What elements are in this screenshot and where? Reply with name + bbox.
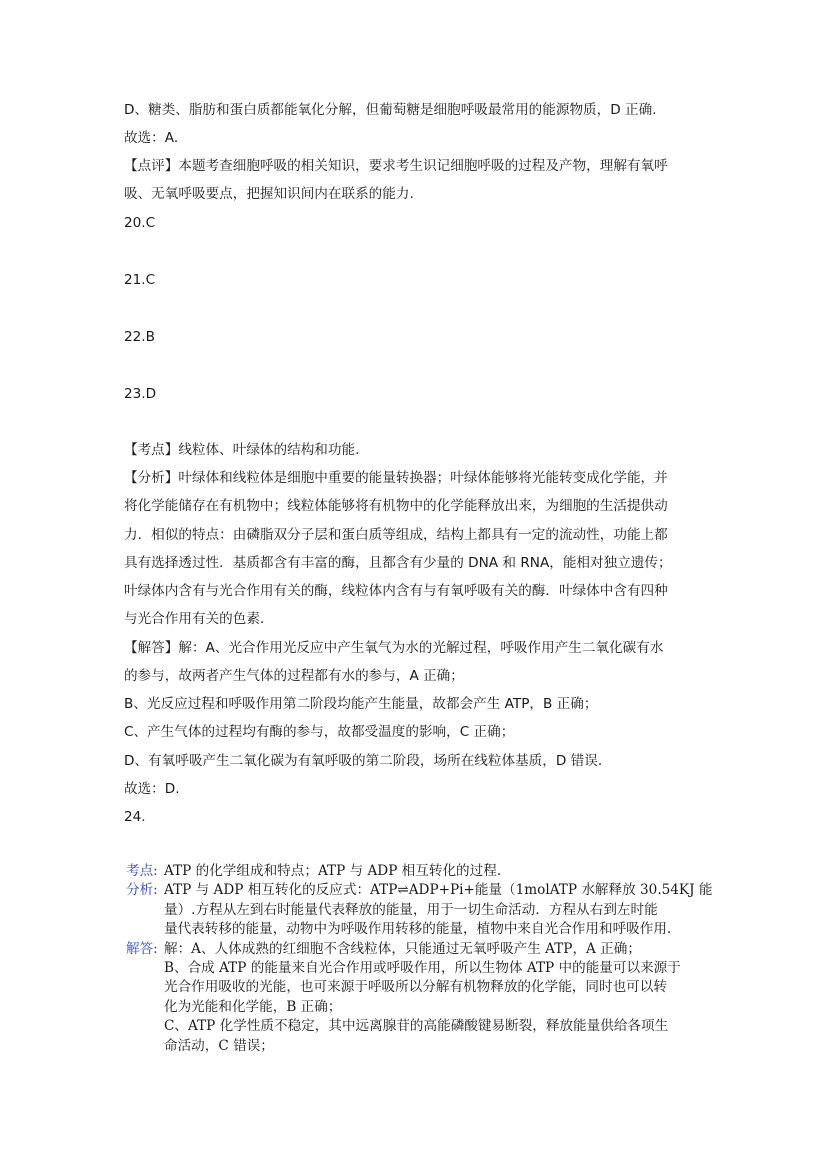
q24-jieda-4: 化为光能和化学能，B 正确；: [164, 998, 342, 1015]
q24-kaodian-label: 考点:: [126, 863, 158, 879]
q23-jieda-3: B、光反应过程和呼吸作用第二阶段均能产生能量，故都会产生 ATP，B 正确；: [124, 696, 598, 712]
q23-jieda-5: D、有氧呼吸产生二氧化碳为有氧呼吸的第二阶段，场所在线粒体基质，D 错误.: [124, 753, 603, 769]
answer-21: 21.C: [124, 272, 156, 288]
q24-fenxi-3: 量代表转移的能量，动物中为呼吸作用转移的能量，植物中来自光合作用和呼吸作用.: [164, 921, 672, 938]
q24-jieda-label: 解答:: [126, 940, 158, 957]
answer-choice-line: 故选：A.: [124, 130, 179, 146]
comment-line-1: 【点评】本题考查细胞呼吸的相关知识，要求考生识记细胞呼吸的过程及产物，理解有氧呼: [124, 158, 668, 174]
q23-fenxi-3: 力．相似的特点：由磷脂双分子层和蛋白质等组成，结构上都具有一定的流动性，功能上都: [124, 527, 668, 543]
q24-fenxi-label: 分析:: [126, 882, 158, 899]
q23-jieda-4: C、产生气体的过程均有酶的参与，故都受温度的影响，C 正确；: [124, 724, 515, 740]
q23-fenxi-2: 将化学能储存在有机物中；线粒体能够将有机物中的化学能释放出来，为细胞的生活提供动: [124, 498, 668, 514]
q24-jieda-6: 命活动，C 错误；: [164, 1037, 274, 1054]
q23-kaodian: 【考点】线粒体、叶绿体的结构和功能.: [124, 442, 360, 458]
q23-jieda-2: 的参与，故两者产生气体的过程都有水的参与，A 正确；: [124, 668, 464, 684]
q24-kaodian-text: ATP 的化学组成和特点；ATP 与 ADP 相互转化的过程.: [164, 863, 502, 879]
q24-fenxi-1: ATP 与 ADP 相互转化的反应式：ATP⇌ADP+Pi+能量（1molATP 水解释放 30.54KJ 能: [164, 882, 713, 899]
q24-jieda-1: 解：A、人体成熟的红细胞不含线粒体，只能通过无氧呼吸产生 ATP，A 正确；: [164, 940, 641, 957]
comment-line-2: 吸、无氧呼吸要点，把握知识间内在联系的能力.: [124, 186, 414, 202]
q24-explain-block: [126, 862, 726, 1062]
q23-fenxi-1: 【分析】叶绿体和线粒体是细胞中重要的能量转换器；叶绿体能够将光能转变成化学能，并: [124, 470, 668, 486]
q24-fenxi-2: 量）.方程从左到右时能量代表释放的能量，用于一切生命活动．方程从右到左时能: [164, 901, 658, 918]
q23-jieda-1: 【解答】解：A、光合作用光反应中产生氧气为水的光解过程，呼吸作用产生二氧化碳有水: [124, 640, 664, 656]
q23-fenxi-4: 具有选择透过性．基质都含有丰富的酶，且都含有少量的 DNA 和 RNA，能相对独立遗传；: [124, 555, 672, 571]
q23-fenxi-5: 叶绿体内含有与光合作用有关的酶，线粒体内含有与有氧呼吸有关的酶．叶绿体中含有四种: [124, 583, 668, 599]
answer-23: 23.D: [124, 386, 157, 402]
answer-20: 20.C: [124, 215, 156, 231]
q24-jieda-3: 光合作用吸收的光能，也可来源于呼吸所以分解有机物释放的化学能，同时也可以转: [164, 979, 667, 996]
option-d-line: D、糖类、脂肪和蛋白质都能氧化分解，但葡萄糖是细胞呼吸最常用的能源物质，D 正确.: [124, 102, 657, 118]
q23-fenxi-6: 与光合作用有关的色素.: [124, 611, 265, 627]
answer-22: 22.B: [124, 329, 155, 345]
q23-guxuan: 故选：D.: [124, 781, 180, 797]
q24-jieda-5: C、ATP 化学性质不稳定，其中远离腺苷的高能磷酸键易断裂，释放能量供给各项生: [164, 1018, 669, 1035]
answer-24: 24.: [124, 809, 146, 825]
q24-jieda-2: B、合成 ATP 的能量来自光合作用或呼吸作用，所以生物体 ATP 中的能量可以来源于: [164, 960, 681, 976]
